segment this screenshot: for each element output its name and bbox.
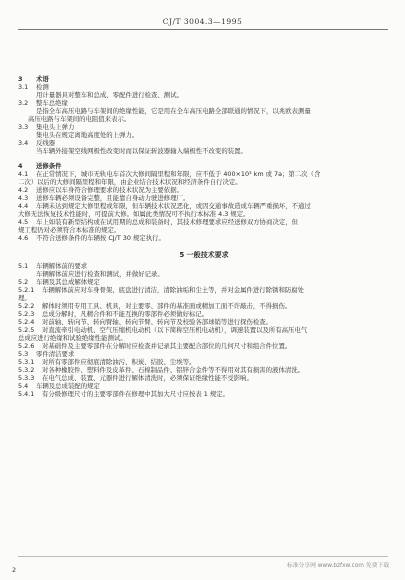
clause-number: 5.3.3 — [18, 374, 35, 382]
clause-number: 4.4 — [18, 202, 29, 210]
paragraph-line: 大修无法恢复技术性能时，可提前大修。如属此类情况可不执行本标准 4.3 规定。 — [18, 210, 250, 218]
clause-text: 解体时须用专用工具、机具，对主要零、部件的基准面或精加工面不许敲击，不得损伤。 — [42, 302, 292, 310]
clause-number: 5.2.3 — [18, 310, 35, 318]
clause-number: 3.2 — [18, 99, 29, 107]
clause-line — [18, 123, 390, 131]
clause-text: 对各种橡胶件、塑料件及皮革件、石棉制品件、铝锌合金件等不得用对其有损害的液体清洗。 — [42, 366, 305, 374]
clause-number: 5.2 — [18, 278, 29, 286]
clause-text: 有分级修理尺寸的主要零部件在修理中其加大尺寸应按表 1 规定。 — [42, 390, 230, 398]
clause-text: 不符合送修条件的车辆按 CJ/T 30 规定执行。 — [36, 234, 165, 242]
clause-line — [18, 99, 390, 107]
clause-line — [18, 262, 390, 270]
clause-number: 4.5 — [18, 218, 29, 226]
clause-text: 送修条件 — [36, 162, 62, 170]
clause-number: 3.4 — [18, 139, 29, 147]
page-header: CJ/T 3004.3—1995 — [162, 17, 243, 26]
clause-line — [18, 186, 390, 194]
paragraph-line: 用计量器具对整车和总成、零配件进行检查、测试。 — [36, 91, 183, 99]
clause-number: 5.2.6 — [18, 342, 35, 350]
header-rule — [18, 29, 388, 30]
clause-line — [18, 218, 390, 226]
page-number: 2 — [12, 566, 17, 574]
clause-number: 5.4 — [18, 382, 29, 390]
clause-text: 检测 — [36, 83, 49, 91]
clause-text: 车上如装有新型结构或在试用期的总成和装备时，其技术修理要求应经送修双方协商决定，但 — [36, 218, 299, 226]
clause-line — [18, 194, 390, 202]
clause-line — [18, 286, 390, 294]
clause-line — [18, 170, 390, 178]
clause-line — [18, 366, 390, 374]
clause-line — [18, 278, 390, 286]
clause-text: 车辆解体前应对车身骨架、底盘进行清洁，清除油垢和尘土等，并对金属件进行除锈和防腐处 — [42, 286, 305, 294]
clause-text: 整车总绝缘 — [36, 99, 68, 107]
clause-text: 送修车辆必须设备完整，且能靠自身动力驶进修理厂。 — [36, 194, 190, 202]
clause-line — [18, 202, 390, 210]
clause-line — [18, 358, 390, 366]
clause-text: 车辆未达到规定大修里程或年限，但车辆技术状况恶化，或因交通事故造成车辆严重损坏，不通过 — [36, 202, 311, 210]
watermark-text: 标准分享网 www.bzfxw.com 免费下载 — [286, 563, 389, 569]
clause-text: 送修应以车身符合修理要求的技术状况为主要依据。 — [36, 186, 183, 194]
clause-line — [18, 326, 390, 334]
clause-number: 4 — [18, 162, 23, 170]
clause-text: 集电头上弹力 — [36, 123, 75, 131]
clause-number: 5.4.1 — [18, 390, 35, 398]
footer-rule — [18, 556, 388, 557]
clause-text: 车辆及总成装配的规定 — [36, 382, 100, 390]
clause-number: 3 — [18, 75, 23, 83]
clause-text: 零件清洁要求 — [36, 350, 75, 358]
clause-number: 3.3 — [18, 123, 29, 131]
clause-line — [18, 302, 390, 310]
clause-line — [18, 374, 390, 382]
clause-number: 3.1 — [18, 83, 29, 91]
clause-text: 对前轴、转向节、转向臂轴、转向节臂、转向节及校验各部球销等进行探伤检查。 — [42, 318, 273, 326]
paragraph-line: 理。 — [18, 294, 31, 302]
clause-number: 5.3.1 — [18, 358, 35, 366]
section-title: 5 一般技术要求 — [179, 251, 229, 259]
clause-text: 总成分解时，凡精合件和不能互换的零部件必须做好标记。 — [42, 310, 209, 318]
clause-number: 4.6 — [18, 234, 29, 242]
clause-text: 对所有零部件应彻底清除油污、积炭、结胶、尘埃等。 — [42, 358, 196, 366]
clause-line — [18, 382, 390, 390]
clause-number: 5.2.2 — [18, 302, 35, 310]
clause-number: 5.2.1 — [18, 286, 35, 294]
clause-line — [18, 350, 390, 358]
clause-number: 4.1 — [18, 170, 29, 178]
clause-text: 车辆及其总成解体规定 — [36, 278, 100, 286]
paragraph-line: 二次）以后的大修间隔里程和年限，由企业结合技术状况和经济条件自行决定。 — [18, 178, 242, 186]
document-body — [18, 68, 390, 398]
paragraph-line: 高压电路与车架间的电阻值来表示。 — [28, 115, 131, 123]
clause-line — [18, 310, 390, 318]
clause-text: 对基础件及主要零部件在分解时应检查并记录其主要配合部位的几何尺寸和组合件位置。 — [42, 342, 292, 350]
clause-number: 5.2.4 — [18, 318, 35, 326]
clause-text: 在电气总成、装置、元器件进行解体清洗时，必须保证绝缘性能不受影响。 — [42, 374, 253, 382]
section-heading — [18, 75, 390, 83]
paragraph-line: 是指全车高压电路与车架间的绝缘性能，它是用在全车高压电路全部联通的情况下，以兆欧表测量 — [36, 107, 311, 115]
clause-number: 5.3.2 — [18, 366, 35, 374]
clause-number: 5.3 — [18, 350, 29, 358]
paragraph-line: 车辆解体前应进行检查和测试，并做好记录。 — [36, 270, 164, 278]
paragraph-line: 总成应进行绝缘和试验绝缘性能测试。 — [18, 334, 127, 342]
clause-line — [18, 139, 390, 147]
paragraph-line: 当车辆外接架空线网极性改变时而以保证斩波器输入端极性不改变的装置。 — [36, 147, 247, 155]
clause-text: 反线器 — [36, 139, 56, 147]
clause-text: 在正常情况下，城市无轨电车首次大修间隔里程和年限，应不低于 400×10³ km 或 7a；第二次（含 — [36, 170, 321, 178]
section-heading — [18, 162, 390, 170]
clause-line — [18, 390, 390, 398]
clause-text: 术语 — [36, 75, 49, 83]
clause-number: 4.3 — [18, 194, 29, 202]
clause-number: 5.1 — [18, 262, 29, 270]
clause-line — [18, 83, 390, 91]
clause-line — [18, 342, 390, 350]
clause-text: 对直流牵引电动机、空气压缩机电动机（以下简称空压机电动机），调速装置以及所有高压电气 — [42, 326, 308, 334]
clause-line — [18, 318, 390, 326]
paragraph-line: 规工程仍对必须符合本标准的规定。 — [18, 226, 121, 234]
clause-text: 车辆解体前的要求 — [36, 262, 88, 270]
paragraph-line: 集电头在规定离地高度处的上弹力。 — [36, 131, 139, 139]
clause-line — [18, 234, 390, 242]
clause-number: 4.2 — [18, 186, 29, 194]
clause-number: 5.2.5 — [18, 326, 35, 334]
